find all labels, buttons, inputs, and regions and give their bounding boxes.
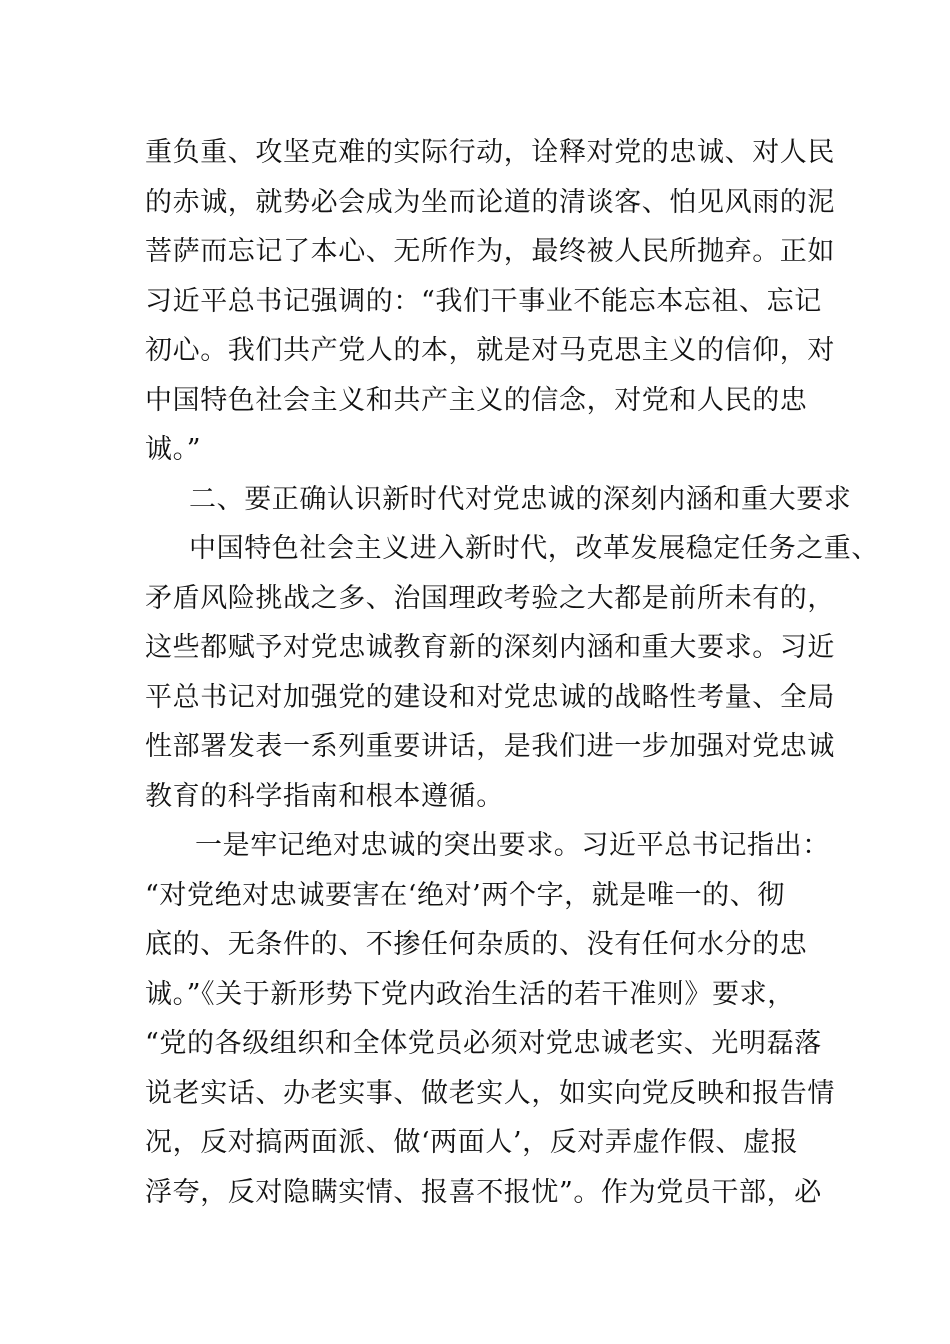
- text-line: 底的、无条件的、不掺任何杂质的、没有任何水分的忠: [145, 929, 808, 960]
- heading-line: 二、要正确认识新时代对党忠诚的深刻内涵和重大要求: [189, 483, 852, 515]
- text-line: 况，反对搞两面派、做‘两面人’，反对弄虚作假、虚报: [145, 1127, 799, 1158]
- text-line: 的赤诚，就势必会成为坐而论道的清谈客、怕见风雨的泥: [145, 186, 835, 218]
- text-line: 习近平总书记强调的：“我们干事业不能忘本忘祖、忘记: [145, 285, 822, 317]
- text-line: 重负重、攻坚克难的实际行动，诠释对党的忠诚、对人民: [145, 137, 835, 168]
- paragraph-2: [145, 524, 879, 821]
- text-line: “对党绝对忠诚要害在‘绝对’两个字，就是唯一的、彻: [145, 879, 785, 911]
- text-line: 一是牢记绝对忠诚的突出要求。习近平总书记指出：: [195, 830, 830, 861]
- text-line: 说老实话、办老实事、做老实人，如实向党反映和报告情: [145, 1077, 835, 1109]
- document-body: [145, 128, 879, 1217]
- paragraph-3: [145, 821, 845, 1217]
- paragraph-1: [145, 128, 845, 475]
- text-line: 诚。”: [145, 434, 202, 465]
- text-line: 平总书记对加强党的建设和对党忠诚的战略性考量、全局: [145, 681, 835, 713]
- section-heading: [145, 475, 852, 525]
- text-line: 性部署发表一系列重要讲话，是我们进一步加强对党忠诚: [145, 731, 835, 762]
- text-line: 诚。”《关于新形势下党内政治生活的若干准则》要求，: [145, 978, 795, 1010]
- text-line: 矛盾风险挑战之多、治国理政考验之大都是前所未有的，: [145, 582, 835, 614]
- text-line: 中国特色社会主义进入新时代，改革发展稳定任务之重、: [189, 533, 879, 564]
- text-line: 这些都赋予对党忠诚教育新的深刻内涵和重大要求。习近: [145, 632, 835, 663]
- text-line: 初心。我们共产党人的本，就是对马克思主义的信仰，对: [145, 335, 835, 366]
- text-line: 教育的科学指南和根本遵循。: [145, 780, 504, 812]
- text-line: 浮夸，反对隐瞒实情、报喜不报忧”。作为党员干部，必: [145, 1176, 822, 1208]
- text-line: “党的各级组织和全体党员必须对党忠诚老实、光明磊落: [145, 1028, 822, 1059]
- text-line: 中国特色社会主义和共产主义的信念，对党和人民的忠: [145, 384, 808, 416]
- text-line: 菩萨而忘记了本心、无所作为，最终被人民所抛弃。正如: [145, 236, 835, 267]
